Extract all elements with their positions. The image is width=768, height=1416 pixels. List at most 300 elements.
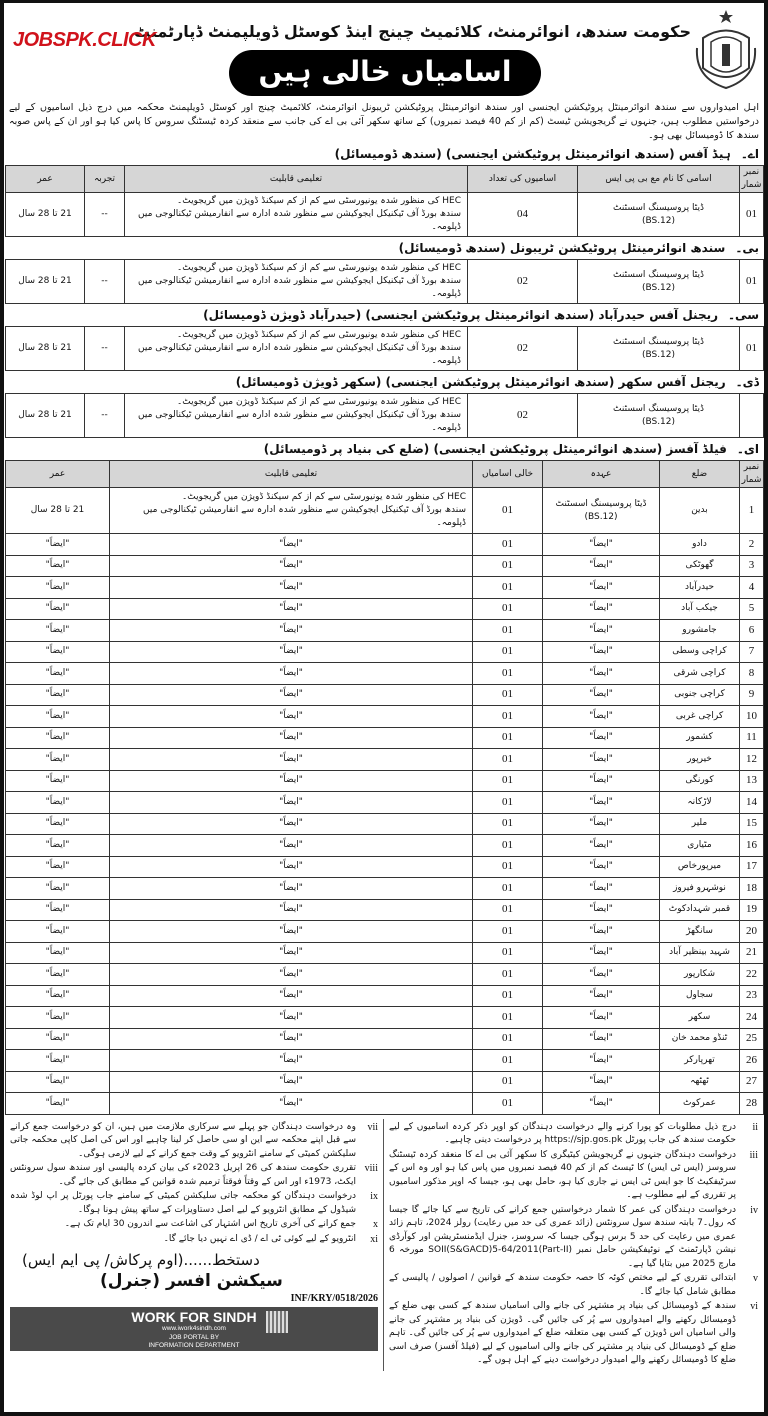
qualification-ditto-cell: "ایضاً": [110, 1050, 473, 1072]
vacant-cell: 01: [473, 534, 543, 556]
post-ditto-cell: "ایضاً": [543, 899, 660, 921]
post-name: ڈیٹا پروسیسنگ اسسٹنٹ: [555, 498, 647, 509]
district-cell: گھوٹکی: [660, 555, 740, 577]
vacant-cell: 01: [473, 1071, 543, 1093]
note-text: تقرری حکومت سندھ کی 26 اپریل 2023ء کی بیان کردہ پالیسی اور سندھ سول سرونٹس ایکٹ، 1973ء اور اس کے وقتاً فوقتاً ترمیم شدہ قوانین کے مطابق کی جائے گی۔: [10, 1163, 356, 1187]
vacancy-sections: [5, 146, 763, 1115]
note-text: ابتدائی تقرری کے لیے مختص کوٹہ کا حصہ حکومت سندھ کے قوانین / اصولوں / پالیسی کے مطابق شامل کیا جائے گا۔: [389, 1273, 736, 1297]
district-cell: مٹیاری: [660, 835, 740, 857]
vacant-cell: 01: [473, 921, 543, 943]
post-cell: [578, 260, 740, 304]
post-cell: [578, 327, 740, 371]
qualification-ditto-cell: "ایضاً": [110, 813, 473, 835]
vacant-cell: 01: [473, 1050, 543, 1072]
vacant-cell: 01: [473, 813, 543, 835]
age-ditto-cell: "ایضاً": [6, 878, 110, 900]
district-cell: حیدرآباد: [660, 577, 740, 599]
column-header: تعلیمی قابلیت: [125, 166, 468, 193]
table-row: [6, 878, 764, 900]
qualification-ditto-cell: "ایضاً": [110, 835, 473, 857]
age-ditto-cell: "ایضاً": [6, 1028, 110, 1050]
post-ditto-cell: "ایضاً": [543, 813, 660, 835]
district-cell: کراچی جنوبی: [660, 684, 740, 706]
post-ditto-cell: "ایضاً": [543, 555, 660, 577]
note-text: درج ذیل مطلوبات کو پورا کرنے والے درخواست دہندگان کو اوپر ذکر کردہ اسامیوں کے لیے حکومت سندھ کی جاب پورٹل https://sjp.gos.pk پر درخواست دینی چاہیے۔: [389, 1121, 736, 1145]
qualification-ditto-cell: "ایضاً": [110, 1093, 473, 1115]
count-cell: 02: [468, 394, 578, 438]
qualification-ditto-cell: "ایضاً": [110, 770, 473, 792]
experience-cell: --: [85, 327, 125, 371]
serial-cell: 18: [740, 878, 764, 900]
serial-cell: 8: [740, 663, 764, 685]
signature-line: دستخط......(اوم پرکاش/ پی ایم ایس): [22, 1251, 260, 1269]
age-ditto-cell: "ایضاً": [6, 706, 110, 728]
post-ditto-cell: "ایضاً": [543, 620, 660, 642]
table-row: [6, 663, 764, 685]
table-row: [6, 1050, 764, 1072]
table-row: [6, 555, 764, 577]
district-cell: ٹھٹھہ: [660, 1071, 740, 1093]
qualification-ditto-cell: "ایضاً": [110, 985, 473, 1007]
age-ditto-cell: "ایضاً": [6, 985, 110, 1007]
vacant-cell: 01: [473, 1093, 543, 1115]
vacancies-banner: اسامیاں خالی ہیں: [229, 50, 541, 96]
pay-scale: (BS.12): [641, 215, 676, 226]
vacant-cell: 01: [473, 620, 543, 642]
qualification-line: سندھ بورڈ آف ٹیکنیکل ایجوکیشن سے منظور شدہ ادارہ سے انفارمیشن ٹیکنالوجی میں ڈپلومہ۔: [138, 209, 461, 232]
table-row: [6, 1093, 764, 1115]
table-row: [6, 193, 764, 237]
post-ditto-cell: "ایضاً": [543, 942, 660, 964]
serial-cell: 2: [740, 534, 764, 556]
age-ditto-cell: "ایضاً": [6, 641, 110, 663]
table-row: [6, 770, 764, 792]
vacant-cell: 01: [473, 856, 543, 878]
age-ditto-cell: "ایضاً": [6, 1007, 110, 1029]
age-cell: 21 تا 28 سال: [6, 260, 85, 304]
count-cell: 02: [468, 260, 578, 304]
qualification-cell: [125, 193, 468, 237]
government-of-sindh-emblem-icon: [691, 8, 761, 92]
note-text: درخواست دہندگان جنہوں نے گریجویشن کیٹیگری کا سکھر آئی بی اے کا منعقد کردہ ٹیسٹنگ سروسز (ایس ٹی ایس) کا ٹیسٹ کم از کم 40 فیصد نمبروں میں پاس کیا ہو اور وہ اس کے سرٹیفکیٹ کا جو ایس ٹی ایس نے جاری کیا ہو، حامل بھی ہو، جیسا کہ اوپر مذکور اسامیوں پر تقرری کے لیے مطلوب ہے۔: [389, 1149, 736, 1200]
serial-cell: 01: [740, 193, 764, 237]
age-ditto-cell: "ایضاً": [6, 663, 110, 685]
table-row: [6, 394, 764, 438]
serial-cell: 10: [740, 706, 764, 728]
serial-cell: 6: [740, 620, 764, 642]
table-row: [6, 835, 764, 857]
note-item: [389, 1272, 758, 1299]
signatory-title: سیکشن افسر (جنرل): [100, 1271, 283, 1291]
note-item: [10, 1190, 378, 1217]
serial-cell: 22: [740, 964, 764, 986]
vacant-cell: 01: [473, 577, 543, 599]
vacant-cell: 01: [473, 727, 543, 749]
section-label: ڈی۔: [735, 375, 759, 389]
district-cell: سکھر: [660, 1007, 740, 1029]
district-cell: بدین: [660, 488, 740, 534]
age-ditto-cell: "ایضاً": [6, 684, 110, 706]
post-ditto-cell: "ایضاً": [543, 598, 660, 620]
note-number: v: [753, 1273, 758, 1284]
note-item: [389, 1204, 758, 1272]
post-ditto-cell: "ایضاً": [543, 921, 660, 943]
post-ditto-cell: "ایضاً": [543, 985, 660, 1007]
note-number: iv: [750, 1204, 758, 1216]
serial-cell: 12: [740, 749, 764, 771]
section-heading: [9, 146, 759, 163]
vacant-cell: 01: [473, 942, 543, 964]
qualification-line: HEC کی منظور شدہ یونیورسٹی سے کم از کم سیکنڈ ڈویژن میں گریجویٹ۔: [177, 196, 461, 206]
vacant-cell: 01: [473, 792, 543, 814]
vacant-cell: 01: [473, 641, 543, 663]
note-item: [389, 1149, 758, 1203]
age-ditto-cell: "ایضاً": [6, 964, 110, 986]
post-ditto-cell: "ایضاً": [543, 641, 660, 663]
district-cell: کراچی شرقی: [660, 663, 740, 685]
iwork-name: WORK FOR SINDH: [131, 1309, 257, 1325]
vacancy-table: [5, 393, 764, 438]
table-row: [6, 1071, 764, 1093]
table-row: [6, 488, 764, 534]
vacant-cell: 01: [473, 598, 543, 620]
column-header: تجربہ: [85, 166, 125, 193]
vacancy-table: [5, 326, 764, 371]
post-ditto-cell: "ایضاً": [543, 835, 660, 857]
qualification-line: سندھ بورڈ آف ٹیکنیکل ایجوکیشن سے منظور شدہ ادارہ سے انفارمیشن ٹیکنالوجی میں ڈپلومہ۔: [138, 276, 461, 299]
column-header: اسامیوں کی تعداد: [468, 166, 578, 193]
section-heading: [9, 441, 759, 458]
table-row: [6, 641, 764, 663]
age-ditto-cell: "ایضاً": [6, 727, 110, 749]
section-label: بی۔: [735, 241, 759, 255]
age-ditto-cell: "ایضاً": [6, 598, 110, 620]
age-ditto-cell: "ایضاً": [6, 942, 110, 964]
note-number: vi: [750, 1301, 758, 1312]
iwork-line1: JOB PORTAL BY: [168, 1333, 220, 1341]
section-heading: [9, 374, 759, 391]
table-row: [6, 964, 764, 986]
qualification-line: سندھ بورڈ آف ٹیکنیکل ایجوکیشن سے منظور شدہ ادارہ سے انفارمیشن ٹیکنالوجی میں ڈپلومہ۔: [138, 410, 461, 433]
section-title: فیلڈ آفسز (سندھ انوائرمینٹل پروٹیکشن ایجنسی) (ضلع کی بنیاد پر ڈومیسائل): [263, 442, 727, 456]
iwork-line2: INFORMATION DEPARTMENT: [148, 1342, 240, 1349]
note-number: xi: [370, 1233, 378, 1245]
district-cell: خیرپور: [660, 749, 740, 771]
vacant-cell: 01: [473, 899, 543, 921]
vacant-cell: 01: [473, 663, 543, 685]
age-ditto-cell: "ایضاً": [6, 1093, 110, 1115]
vacant-cell: 01: [473, 706, 543, 728]
qualification-ditto-cell: "ایضاً": [110, 792, 473, 814]
post-ditto-cell: "ایضاً": [543, 534, 660, 556]
serial-cell: 16: [740, 835, 764, 857]
age-cell: 21 تا 28 سال: [6, 193, 85, 237]
note-item: [10, 1233, 378, 1247]
experience-cell: --: [85, 193, 125, 237]
note-text: انٹرویو کے لیے کوئی ٹی اے / ڈی اے نہیں دیا جائے گا۔: [163, 1233, 356, 1244]
note-text: وہ درخواست دہندگان جو پہلے سے سرکاری ملازمت میں ہیں، ان کو درخواست جمع کرانے سے قبل اپنے محکمہ سے این او سی حاصل کر لینا چاہیے اور اس کی اصل کاپی محکمہ جاتی سلیکشن کمیٹی کے سامنے انٹرویو کے وقت جمع کرانے کے لیے لازمی ہوگی۔: [10, 1121, 356, 1159]
district-cell: لاڑکانہ: [660, 792, 740, 814]
qualification-ditto-cell: "ایضاً": [110, 921, 473, 943]
note-number: vii: [367, 1121, 378, 1133]
note-item: [389, 1300, 758, 1368]
note-item: [10, 1162, 378, 1189]
qualification-ditto-cell: "ایضاً": [110, 555, 473, 577]
table-row: [6, 534, 764, 556]
district-cell: نوشہرو فیروز: [660, 878, 740, 900]
post-ditto-cell: "ایضاً": [543, 878, 660, 900]
serial-cell: 28: [740, 1093, 764, 1115]
district-cell: جیکب آباد: [660, 598, 740, 620]
district-cell: عمرکوٹ: [660, 1093, 740, 1115]
post-ditto-cell: "ایضاً": [543, 577, 660, 599]
post-ditto-cell: "ایضاً": [543, 749, 660, 771]
qualification-cell: [125, 327, 468, 371]
serial-cell: 1: [740, 488, 764, 534]
section-label: اے۔: [740, 147, 759, 161]
column-header: عمر: [6, 461, 110, 488]
section-label: سی۔: [728, 308, 759, 322]
district-cell: تھرپارکر: [660, 1050, 740, 1072]
serial-cell: 14: [740, 792, 764, 814]
post-ditto-cell: "ایضاً": [543, 964, 660, 986]
serial-cell: 01: [740, 327, 764, 371]
age-ditto-cell: "ایضاً": [6, 577, 110, 599]
qualification-ditto-cell: "ایضاً": [110, 964, 473, 986]
header: [5, 3, 763, 101]
vacant-cell: 01: [473, 878, 543, 900]
district-cell: میرپورخاص: [660, 856, 740, 878]
qualification-line: سندھ بورڈ آف ٹیکنیکل ایجوکیشن سے منظور شدہ ادارہ سے انفارمیشن ٹیکنالوجی میں ڈپلومہ۔: [138, 343, 461, 366]
district-cell: کراچی وسطی: [660, 641, 740, 663]
notes-left-column: [5, 1119, 384, 1371]
qualification-ditto-cell: "ایضاً": [110, 856, 473, 878]
table-row: [6, 942, 764, 964]
footer-notes: [5, 1119, 763, 1371]
qualification-line: HEC کی منظور شدہ یونیورسٹی سے کم از کم سیکنڈ ڈویژن میں گریجویٹ۔: [177, 397, 461, 407]
age-ditto-cell: "ایضاً": [6, 620, 110, 642]
table-row: [6, 598, 764, 620]
district-cell: جامشورو: [660, 620, 740, 642]
age-cell: 21 تا 28 سال: [6, 488, 110, 534]
note-text: درخواست دہندگان کو محکمہ جاتی سلیکشن کمیٹی کے سامنے جاب پورٹل پر اپ لوڈ شدہ شیڈول کے مطابق انٹرویو کے لیے اصل دستاویزات کے ساتھ پیش ہونا ہوگا۔: [10, 1191, 356, 1215]
serial-cell: 21: [740, 942, 764, 964]
note-number: iii: [749, 1149, 758, 1161]
district-cell: کورنگی: [660, 770, 740, 792]
serial-cell: 23: [740, 985, 764, 1007]
qualification-line: HEC کی منظور شدہ یونیورسٹی سے کم از کم سیکنڈ ڈویژن میں گریجویٹ۔: [177, 330, 461, 340]
serial-cell: 17: [740, 856, 764, 878]
iwork-url: www.iwork4sindh.com: [162, 1325, 226, 1332]
serial-cell: 9: [740, 684, 764, 706]
age-ditto-cell: "ایضاً": [6, 899, 110, 921]
post-ditto-cell: "ایضاً": [543, 1093, 660, 1115]
table-row: [6, 706, 764, 728]
qualification-line: سندھ بورڈ آف ٹیکنیکل ایجوکیشن سے منظور شدہ ادارہ سے انفارمیشن ٹیکنالوجی میں ڈپلومہ۔: [143, 505, 466, 528]
age-ditto-cell: "ایضاً": [6, 770, 110, 792]
qualification-cell: [110, 488, 473, 534]
qualification-ditto-cell: "ایضاً": [110, 899, 473, 921]
pay-scale: (BS.12): [584, 511, 618, 522]
vacant-cell: 01: [473, 964, 543, 986]
watermark-logo: JOBSPK.CLICK: [13, 29, 156, 51]
vacant-cell: 01: [473, 1007, 543, 1029]
table-header-row: [6, 461, 764, 488]
section-heading: [9, 307, 759, 324]
post-name: ڈیٹا پروسیسنگ اسسٹنٹ: [613, 269, 704, 280]
column-header: اسامی کا نام مع بی پی ایس: [578, 166, 740, 193]
pay-scale: (BS.12): [641, 349, 676, 360]
post-ditto-cell: "ایضاً": [543, 663, 660, 685]
age-ditto-cell: "ایضاً": [6, 921, 110, 943]
section-title: ریجنل آفس سکھر (سندھ انوائرمینٹل پروٹیکشن ایجنسی) (سکھر ڈویژن ڈومیسائل): [235, 375, 726, 389]
note-number: ix: [370, 1191, 378, 1202]
serial-cell: 11: [740, 727, 764, 749]
vacant-cell: 01: [473, 770, 543, 792]
note-number: ii: [752, 1121, 758, 1133]
note-text: جمع کرانے کی آخری تاریخ اس اشتہار کی اشاعت سے اندرون 30 ایام تک ہے۔: [64, 1219, 356, 1229]
table-row: [6, 620, 764, 642]
table-row: [6, 684, 764, 706]
post-ditto-cell: "ایضاً": [543, 770, 660, 792]
qualification-ditto-cell: "ایضاً": [110, 534, 473, 556]
qualification-ditto-cell: "ایضاً": [110, 598, 473, 620]
district-cell: سانگھڑ: [660, 921, 740, 943]
qualification-ditto-cell: "ایضاً": [110, 942, 473, 964]
qualification-ditto-cell: "ایضاً": [110, 1007, 473, 1029]
post-ditto-cell: "ایضاً": [543, 1050, 660, 1072]
serial-cell: 27: [740, 1071, 764, 1093]
section-heading: [9, 240, 759, 257]
section-title: ریجنل آفس حیدرآباد (سندھ انوائرمینٹل پروٹیکشن ایجنسی) (حیدرآباد ڈویژن ڈومیسائل): [203, 308, 719, 322]
note-text: درخواست دہندگان کی عمر کا شمار درخواستیں جمع کرانے کی تاریخ سے کیا جائے گا جیسا کہ رول۔7 بابتہ سندھ سول سرونٹس (زائد عمری کی حد میں رعایت) رولز 2024، تاہم زائد عمری میں رعایت کی حد 5 برس ہوگی جیسا کہ سروسز، جنرل ایڈمنسٹریشن اور کوآرڈی نیشن ڈپارٹمنٹ کے نوٹیفکیشن حامل نمبر SOII(S&GACD)5-64/2011(Part-II) مورخہ 6 مارچ 2025 میں بتایا گیا ہے۔: [389, 1204, 736, 1269]
serial-cell: 19: [740, 899, 764, 921]
age-ditto-cell: "ایضاً": [6, 835, 110, 857]
column-header: ضلع: [660, 461, 740, 488]
qualification-ditto-cell: "ایضاً": [110, 878, 473, 900]
table-row: [6, 260, 764, 304]
qualification-ditto-cell: "ایضاً": [110, 620, 473, 642]
notes-right-column: [384, 1119, 763, 1371]
district-cell: شہید بینظیر آباد: [660, 942, 740, 964]
serial-cell: 3: [740, 555, 764, 577]
serial-cell: [740, 394, 764, 438]
qualification-ditto-cell: "ایضاً": [110, 663, 473, 685]
post-ditto-cell: "ایضاً": [543, 1007, 660, 1029]
district-cell: کشمور: [660, 727, 740, 749]
age-ditto-cell: "ایضاً": [6, 534, 110, 556]
table-header-row: [6, 166, 764, 193]
post-name: ڈیٹا پروسیسنگ اسسٹنٹ: [613, 403, 704, 414]
district-cell: ملیر: [660, 813, 740, 835]
qualification-ditto-cell: "ایضاً": [110, 749, 473, 771]
vacant-cell: 01: [473, 555, 543, 577]
table-row: [6, 899, 764, 921]
post-name: ڈیٹا پروسیسنگ اسسٹنٹ: [613, 336, 704, 347]
serial-cell: 5: [740, 598, 764, 620]
experience-cell: --: [85, 260, 125, 304]
note-number: viii: [364, 1163, 378, 1174]
post-ditto-cell: "ایضاً": [543, 856, 660, 878]
age-ditto-cell: "ایضاً": [6, 749, 110, 771]
notes-right-list: [389, 1121, 758, 1368]
table-row: [6, 813, 764, 835]
qualification-ditto-cell: "ایضاً": [110, 727, 473, 749]
post-ditto-cell: "ایضاً": [543, 1028, 660, 1050]
post-name: ڈیٹا پروسیسنگ اسسٹنٹ: [613, 202, 704, 213]
table-row: [6, 1007, 764, 1029]
note-item: [10, 1121, 378, 1162]
district-cell: دادو: [660, 534, 740, 556]
qualification-ditto-cell: "ایضاً": [110, 641, 473, 663]
post-cell: [543, 488, 660, 534]
qualification-ditto-cell: "ایضاً": [110, 577, 473, 599]
table-row: [6, 727, 764, 749]
column-header: تعلیمی قابلیت: [110, 461, 473, 488]
note-item: [10, 1218, 378, 1232]
note-item: [389, 1121, 758, 1148]
serial-cell: 20: [740, 921, 764, 943]
age-ditto-cell: "ایضاً": [6, 856, 110, 878]
column-header: نمبر شمار: [740, 166, 764, 193]
note-number: x: [373, 1219, 378, 1230]
table-row: [6, 921, 764, 943]
district-cell: قمبر شہدادکوٹ: [660, 899, 740, 921]
age-ditto-cell: "ایضاً": [6, 1071, 110, 1093]
qualification-cell: [125, 260, 468, 304]
column-header: نمبر شمار: [740, 461, 764, 488]
table-row: [6, 985, 764, 1007]
qualification-line: HEC کی منظور شدہ یونیورسٹی سے کم از کم سیکنڈ ڈویژن میں گریجویٹ۔: [182, 492, 466, 502]
table-row: [6, 327, 764, 371]
qr-code-icon: [266, 1311, 288, 1333]
serial-cell: 4: [740, 577, 764, 599]
vacant-cell: 01: [473, 684, 543, 706]
post-ditto-cell: "ایضاً": [543, 706, 660, 728]
district-cell: سجاول: [660, 985, 740, 1007]
post-ditto-cell: "ایضاً": [543, 727, 660, 749]
pay-scale: (BS.12): [641, 416, 676, 427]
district-cell: کراچی غربی: [660, 706, 740, 728]
count-cell: 04: [468, 193, 578, 237]
table-row: [6, 749, 764, 771]
serial-cell: 15: [740, 813, 764, 835]
column-header: عہدہ: [543, 461, 660, 488]
section-title: ہیڈ آفس (سندھ انوائرمینٹل پروٹیکشن ایجنسی) (سندھ ڈومیسائل): [334, 147, 731, 161]
serial-cell: 25: [740, 1028, 764, 1050]
vacant-cell: 01: [473, 1028, 543, 1050]
post-ditto-cell: "ایضاً": [543, 684, 660, 706]
table-row: [6, 792, 764, 814]
intro-paragraph: اہل امیدواروں سے سندھ انوائرمینٹل پروٹیکشن ایجنسی اور سندھ انوائرمینٹل پروٹیکشن ٹریبونل انوائرمنٹ، کلائمیٹ چینج اور کوسٹل ڈویلپمنٹ محکمہ میں درج ذیل اسامیوں کے لیے درخواستیں مطلوب ہیں، جنہوں نے گریجویشن ٹیسٹ (کم از کم 40 فیصد نمبروں) کے ساتھ سکھر آئی بی اے کی جانب سے منعقد کردہ ٹیسٹنگ سروس کا پاس کیا ہو اور ان کے پاس صوبہ سندھ کا ڈومیسائل بھی ہو۔: [9, 102, 759, 141]
vacant-cell: 01: [473, 488, 543, 534]
qualification-cell: [125, 394, 468, 438]
serial-cell: 7: [740, 641, 764, 663]
experience-cell: --: [85, 394, 125, 438]
qualification-line: HEC کی منظور شدہ یونیورسٹی سے کم از کم سیکنڈ ڈویژن میں گریجویٹ۔: [177, 263, 461, 273]
serial-cell: 13: [740, 770, 764, 792]
district-cell: شکارپور: [660, 964, 740, 986]
age-ditto-cell: "ایضاً": [6, 1050, 110, 1072]
table-row: [6, 577, 764, 599]
section-title: سندھ انوائرمینٹل پروٹیکشن ٹریبونل (سندھ ڈومیسائل): [398, 241, 726, 255]
notes-left-list: [10, 1121, 378, 1247]
column-header: عمر: [6, 166, 85, 193]
age-cell: 21 تا 28 سال: [6, 327, 85, 371]
iwork-for-sindh-banner: [10, 1307, 378, 1351]
post-cell: [578, 394, 740, 438]
department-title: حکومت سندھ، انوائرمنٹ، کلائمیٹ چینج اینڈ کوسٹل ڈویلپمنٹ ڈپارٹمنٹ: [133, 22, 691, 41]
